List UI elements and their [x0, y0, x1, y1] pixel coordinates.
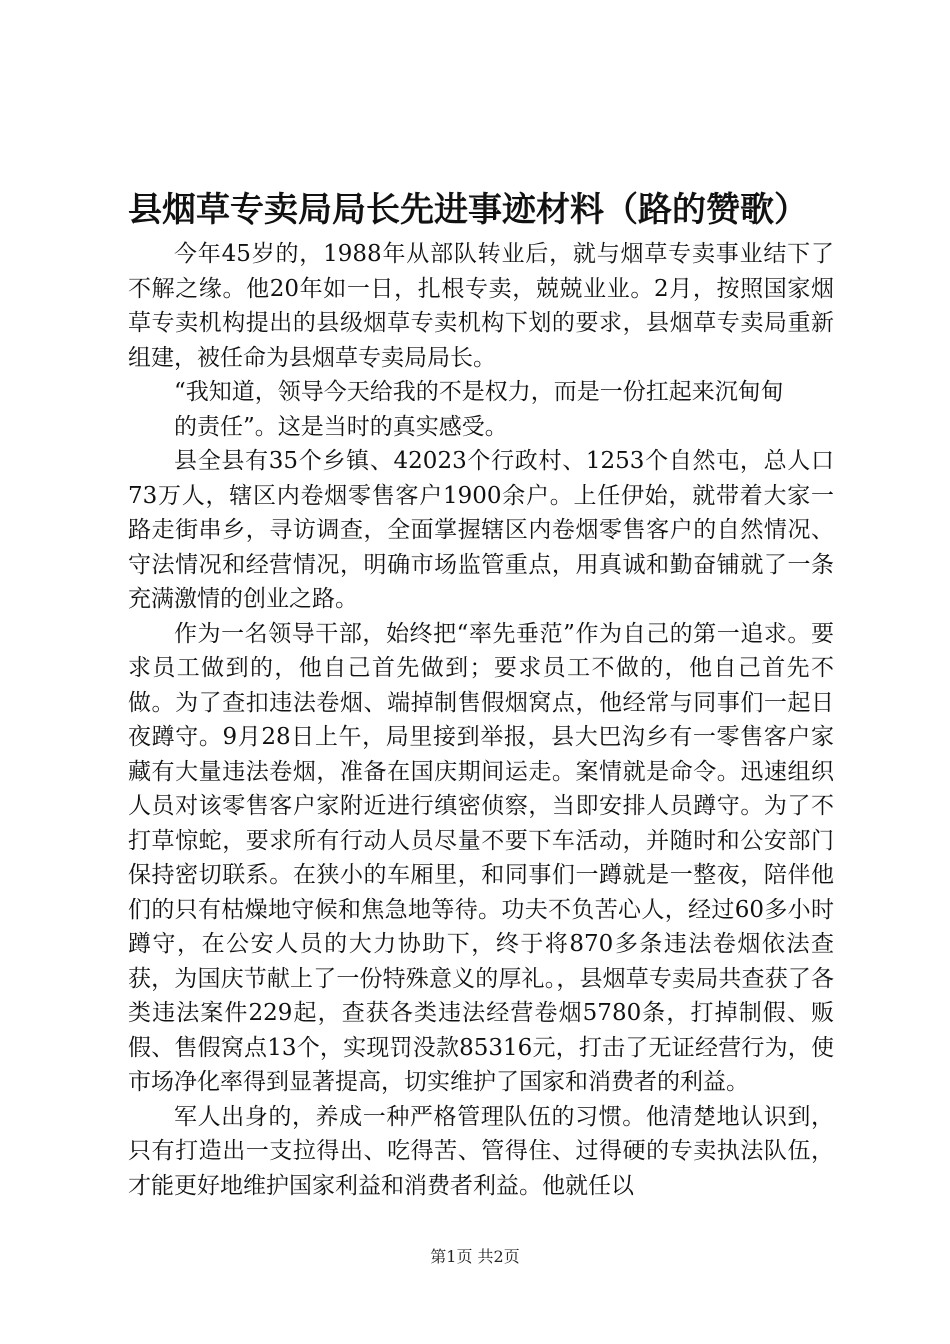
paragraph: 县全县有35个乡镇、42023个行政村、1253个自然屯，总人口73万人，辖区内卷烟零售客户1900余户。上任伊始，就带着大家一路走街串乡，寻访调查，全面掌握辖区内卷烟零售客户的自然情况、守法情况和经营情况，明确市场监管重点，用真诚和勤奋铺就了一条充满激情的创业之路。 [128, 448, 834, 612]
paragraph: 今年45岁的，1988年从部队转业后，就与烟草专卖事业结下了不解之缘。他20年如一日，扎根专卖，兢兢业业。2月，按照国家烟草专卖机构提出的县级烟草专卖机构下划的要求，县烟草专卖局重新组建，被任命为县烟草专卖局局长。 [128, 241, 834, 371]
paragraph: 军人出身的，养成一种严格管理队伍的习惯。他清楚地认识到，只有打造出一支拉得出、吃得苦、管得住、过得硬的专卖执法队伍，才能更好地维护国家利益和消费者利益。他就任以 [128, 1103, 834, 1199]
document-title: 县烟草专卖局局长先进事迹材料（路的赞歌） [128, 190, 808, 230]
paragraph: 的责任”。这是当时的真实感受。 [174, 413, 508, 440]
paragraph: 作为一名领导干部，始终把“率先垂范”作为自己的第一追求。要求员工做到的，他自己首先做到；要求员工不做的，他自己首先不做。为了查扣违法卷烟、端掉制售假烟窝点，他经常与同事们一起日夜蹲守。9月28日上午，局里接到举报，县大巴沟乡有一零售客户家藏有大量违法卷烟，准备在国庆期间运走。案情就是命令。迅速组织人员对该零售客户家附近进行缜密侦察，当即安排人员蹲守。为了不打草惊蛇，要求所有行动人员尽量不要下车活动，并随时和公安部门保持密切联系。在狭小的车厢里，和同事们一蹲就是一整夜，陪伴他们的只有枯燥地守候和焦急地等待。功夫不负苦心人，经过60多小时蹲守，在公安人员的大力协助下，终于将870多条违法卷烟依法查获，为国庆节献上了一份特殊意义的厚礼。，县烟草专卖局共查获了各类违法案件229起，查获各类违法经营卷烟5780条，打掉制假、贩假、售假窝点13个，实现罚没款85316元，打击了无证经营行为，使市场净化率得到显著提高，切实维护了国家和消费者的利益。 [128, 620, 834, 1095]
page-footer: 第1页 共2页 [430, 1247, 520, 1266]
paragraph: “我知道，领导今天给我的不是权力，而是一份扛起来沉甸甸 [174, 379, 784, 405]
document-body [128, 237, 834, 1203]
